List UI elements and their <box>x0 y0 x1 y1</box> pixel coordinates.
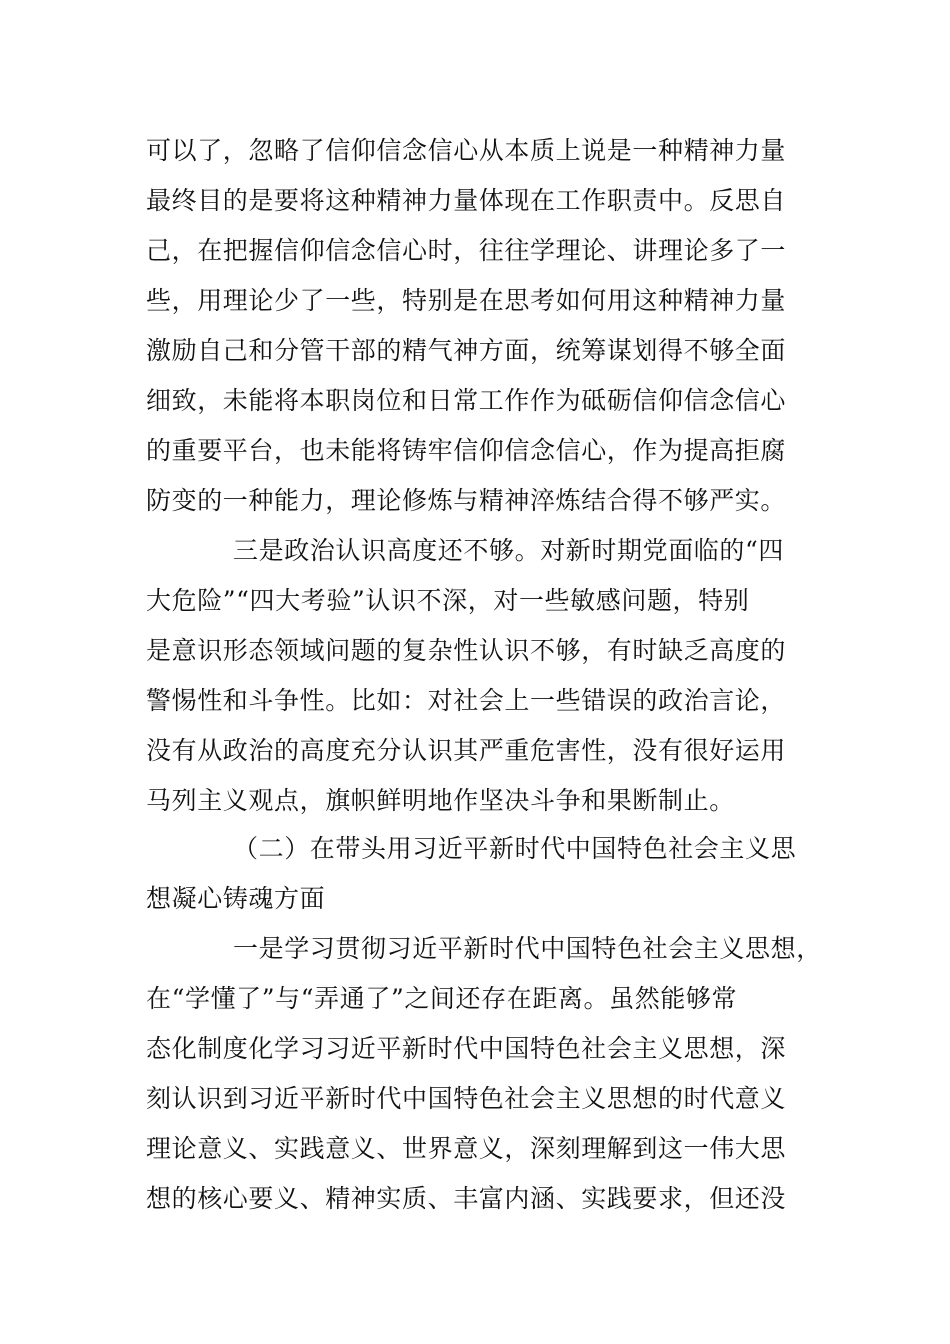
text-line: 没有从政治的高度充分认识其严重危害性，没有很好运用 <box>146 736 787 765</box>
text-line: 想的核心要义、精神实质、丰富内涵、实践要求，但还没 <box>146 1184 787 1213</box>
text-line: 是意识形态领域问题的复杂性认识不够，有时缺乏高度的 <box>146 636 787 665</box>
section-heading-line: 想凝心铸魂方面 <box>146 884 326 913</box>
text-line: 防变的一种能力，理论修炼与精神淬炼结合得不够严实。 <box>146 486 787 515</box>
text-line: 最终目的是要将这种精神力量体现在工作职责中。反思自 <box>146 186 787 215</box>
text-line: 马列主义观点，旗帜鲜明地作坚决斗争和果断制止。 <box>146 786 735 815</box>
text-line: 理论意义、实践意义、世界意义，深刻理解到这一伟大思 <box>146 1134 787 1163</box>
text-line: 些，用理论少了一些，特别是在思考如何用这种精神力量 <box>146 286 787 315</box>
text-line: 激励自己和分管干部的精气神方面，统筹谋划得不够全面 <box>146 336 787 365</box>
section-heading-line: （二）在带头用习近平新时代中国特色社会主义思 <box>233 834 797 863</box>
text-line: 可以了，忽略了信仰信念信心从本质上说是一种精神力量 <box>146 136 787 165</box>
text-line: 态化制度化学习习近平新时代中国特色社会主义思想，深 <box>146 1034 787 1063</box>
text-line: 刻认识到习近平新时代中国特色社会主义思想的时代意义 <box>146 1084 787 1113</box>
text-line: 的重要平台，也未能将铸牢信仰信念信心，作为提高拒腐 <box>146 436 787 465</box>
text-line: 己，在把握信仰信念信心时，往往学理论、讲理论多了一 <box>146 236 787 265</box>
text-line: 在“学懂了”与“弄通了”之间还存在距离。虽然能够常 <box>146 984 738 1013</box>
text-line: 警惕性和斗争性。比如：对社会上一些错误的政治言论， <box>146 686 787 715</box>
text-line: 细致，未能将本职岗位和日常工作作为砥砺信仰信念信心 <box>146 386 787 415</box>
text-line: 大危险”“四大考验”认识不深，对一些敏感问题，特别 <box>146 586 750 615</box>
paragraph-start-line: 一是学习贯彻习近平新时代中国特色社会主义思想， <box>233 934 822 963</box>
paragraph-start-line: 三是政治认识高度还不够。对新时期党面临的“四 <box>233 536 784 565</box>
